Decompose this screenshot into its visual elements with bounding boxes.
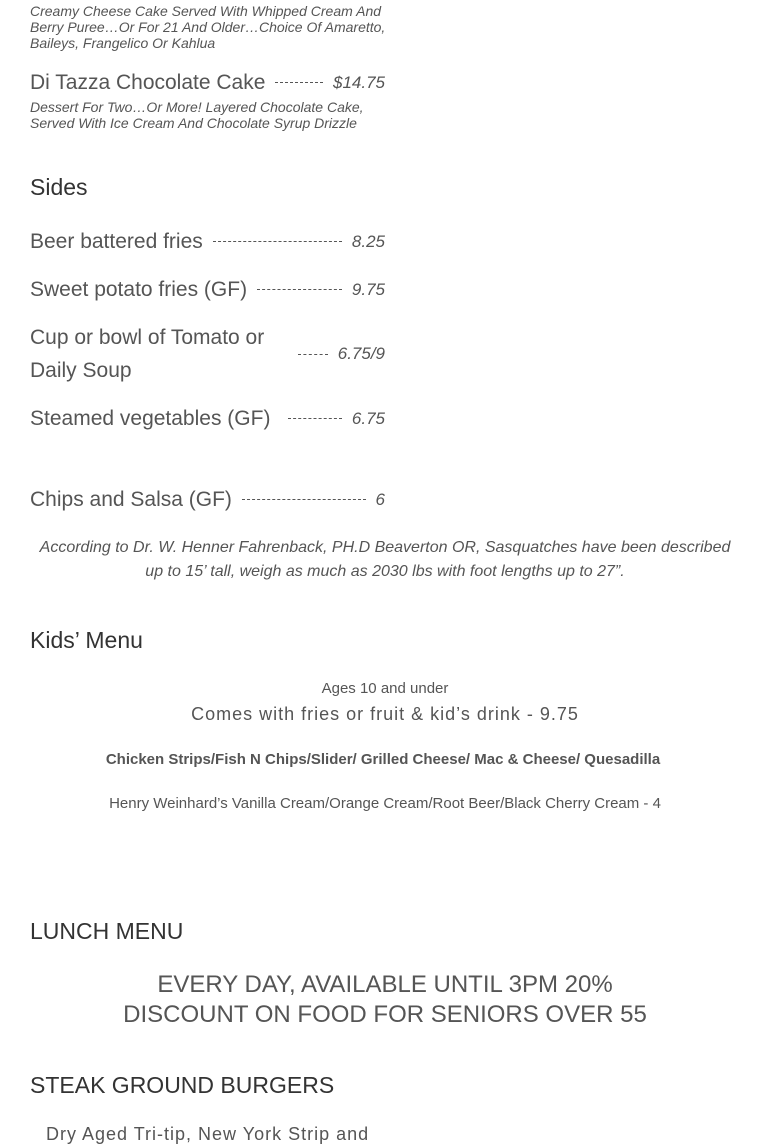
item-name: Beer battered fries	[30, 230, 203, 253]
burgers-description: Dry Aged Tri-tip, New York Strip and	[46, 1124, 370, 1144]
item-price: 6.75/9	[337, 344, 385, 363]
burgers-heading: STEAK GROUND BURGERS	[30, 1072, 335, 1098]
leader-dots	[213, 241, 342, 242]
item-price: 6.75	[351, 408, 385, 428]
leader-dots	[298, 354, 328, 355]
kids-comes-with: Comes with fries or fruit & kid’s drink - 9.75	[191, 704, 579, 724]
side-item	[30, 402, 385, 435]
item-name: Steamed vegetables (GF)	[30, 407, 271, 430]
lunch-menu-heading: LUNCH MENU	[30, 918, 184, 944]
item-price: 8.25	[351, 231, 385, 251]
leader-dots	[242, 499, 366, 500]
item-name: Cup or bowl of Tomato or Daily Soup	[30, 326, 265, 382]
cheesecake-description: Creamy Cheese Cake Served With Whipped Cream And Berry Puree…Or For 21 And Older…Choice Of Amaretto, Baileys, Frangelico Or Kahlua	[30, 3, 386, 51]
sasquatch-quote: According to Dr. W. Henner Fahrenback, PH.D Beaverton OR, Sasquatches have been described up to 15’ tall, weigh as much as 2030 lbs with foot lengths up to 27”.	[39, 539, 731, 580]
side-item	[30, 321, 385, 387]
item-name: Sweet potato fries (GF)	[30, 278, 248, 301]
kids-menu-heading: Kids’ Menu	[30, 627, 143, 653]
item-name: Chips and Salsa (GF)	[30, 488, 232, 511]
item-price: $14.75	[333, 72, 385, 92]
leader-dots	[275, 82, 323, 83]
leader-dots	[288, 418, 342, 419]
kids-drinks: Henry Weinhard’s Vanilla Cream/Orange Cream/Root Beer/Black Cherry Cream - 4	[109, 795, 661, 812]
side-item	[30, 273, 385, 306]
item-price: 9.75	[351, 279, 385, 299]
side-item	[30, 483, 385, 516]
sides-heading: Sides	[30, 174, 88, 200]
kids-ages: Ages 10 and under	[321, 680, 449, 697]
side-item	[30, 225, 385, 258]
leader-dots	[257, 289, 342, 290]
dessert-item-chocolate-cake	[30, 66, 385, 99]
item-name: Di Tazza Chocolate Cake	[30, 71, 266, 94]
chocolate-cake-description: Dessert For Two…Or More! Layered Chocolate Cake, Served With Ice Cream And Chocolate Syrup Drizzle	[30, 99, 364, 131]
lunch-banner: EVERY DAY, AVAILABLE UNTIL 3PM 20% DISCOUNT ON FOOD FOR SENIORS OVER 55	[123, 971, 647, 1028]
item-price: 6	[375, 489, 385, 509]
kids-options: Chicken Strips/Fish N Chips/Slider/ Grilled Cheese/ Mac & Cheese/ Quesadilla	[105, 751, 661, 768]
